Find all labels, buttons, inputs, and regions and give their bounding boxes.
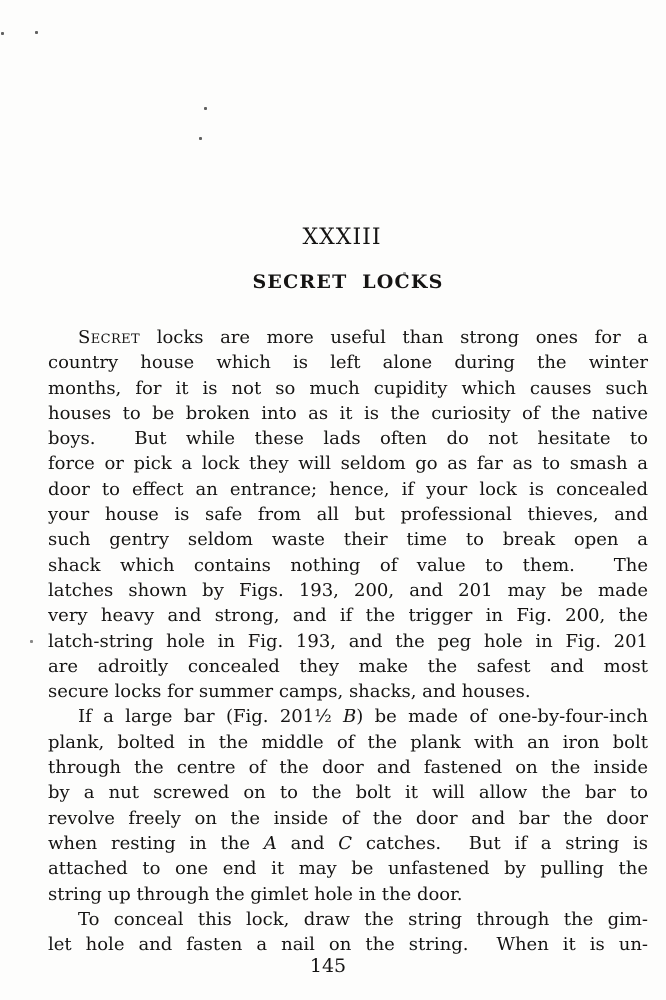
text-line [48,679,648,704]
text-line [48,477,648,502]
text-line [48,831,648,856]
text-segment: very heavy and strong, and if the trigger in Fig. 200, the [48,605,648,627]
text-line [48,882,648,907]
text-segment: door to effect an entrance; hence, if your lock is concealed [48,478,648,500]
text-segment: your house is safe from all but professional thieves, and [48,504,648,526]
scan-speck [1,32,4,35]
text-line [48,780,648,805]
text-segment: let hole and fasten a nail on the string. When it is un- [48,934,648,956]
text-segment: ) be made of one-by-four-inch [356,706,648,728]
text-segment: houses to be broken into as it is the curiosity of the native [48,402,648,424]
text-segment: attached to one end it may be unfastened by pulling the [48,858,648,880]
text-segment: when resting in the [48,832,264,854]
text-line [48,451,648,476]
text-segment: through the centre of the door and fastened on the inside [48,757,648,779]
text-line [48,704,648,729]
chapter-number: XXXIII [302,225,382,250]
body-text [48,325,648,957]
text-segment: locks are more useful than strong ones for a [140,327,648,348]
text-segment: country house which is left alone during the winter [48,352,648,374]
text-segment-italic: A [263,832,277,854]
text-segment: If a large bar (Fig. 201½ [78,706,343,728]
text-segment: boys. But while these lads often do not hesitate to [48,428,648,450]
scan-speck [204,107,207,110]
text-line [48,502,648,527]
text-segment: secure locks for summer camps, shacks, and houses. [48,681,531,703]
text-line [48,654,648,679]
text-segment: shack which contains nothing of value to them. The [48,554,648,576]
text-line [48,730,648,755]
text-segment-italic: C [338,832,353,854]
text-line [48,325,648,350]
text-line [48,350,648,375]
text-line [48,578,648,603]
text-segment: plank, bolted in the middle of the plank with an iron bolt [48,731,648,753]
text-line [48,856,648,881]
text-segment: months, for it is not so much cupidity which causes such [48,377,648,399]
text-segment: are adroitly concealed they make the safest and most [48,655,648,677]
scan-speck [30,640,33,643]
text-line [48,553,648,578]
text-segment: revolve freely on the inside of the door and bar the door [48,807,648,829]
text-line [48,755,648,780]
text-line [48,806,648,831]
text-segment: by a nut screwed on to the bolt it will allow the bar to [48,782,648,804]
text-line [48,603,648,628]
text-segment: latches shown by Figs. 193, 200, and 201 may be made [48,579,648,601]
text-segment: and [276,832,339,854]
scan-speck [199,137,202,140]
section-title: SECRET LOCKS [252,271,444,293]
text-segment-smallcaps: Secret [78,327,141,348]
scan-speck [35,31,38,34]
text-segment: string up through the gimlet hole in the door. [48,883,463,905]
text-segment: catches. But if a string is [352,832,648,854]
page-number: 145 [309,955,347,977]
text-line [48,401,648,426]
text-line [48,629,648,654]
text-segment: To conceal this lock, draw the string through the gim- [78,908,648,930]
text-line [48,907,648,932]
text-segment-italic: B [343,706,357,728]
text-segment: force or pick a lock they will seldom go as far as to smash a [48,453,648,475]
text-segment: latch-string hole in Fig. 193, and the peg hole in Fig. 201 [48,630,648,652]
text-line [48,932,648,957]
text-segment: such gentry seldom waste their time to break open a [48,529,648,551]
text-line [48,426,648,451]
text-line [48,527,648,552]
text-line [48,376,648,401]
